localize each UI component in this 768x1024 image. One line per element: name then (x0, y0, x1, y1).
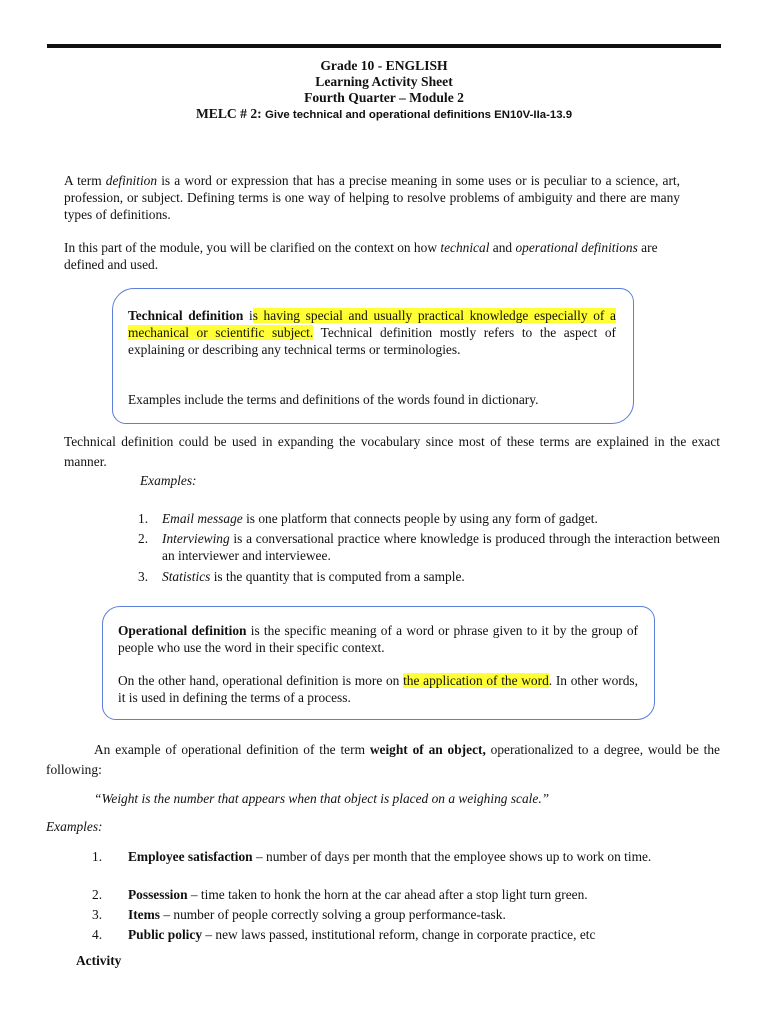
operational-highlight: the application of the word (403, 673, 549, 688)
weight-quote: “Weight is the number that appears when that object is placed on a weighing scale.” (94, 791, 550, 806)
technical-after-paragraph: Technical definition could be used in expanding the vocabulary since most of these terms are explained in the exact manner. (64, 434, 720, 469)
list-item-text: Interviewing is a conversational practice where knowledge is produced through the interaction between an interviewer and interviewee. (162, 531, 720, 563)
doc-title: Grade 10 - ENGLISH (320, 58, 448, 73)
operational-term: Operational definition (118, 623, 247, 638)
list-item: 4. (92, 927, 103, 942)
technical-highlight: s having special and usually practical knowledge especially of a mechanical or scientific subject. (128, 308, 616, 340)
document-header (0, 58, 768, 123)
technical-definition-text: Technical definition is having special and usually practical knowledge especially of a mechanical or scientific subject. Technical definition mostly refers to the aspect of explaining or describing any technical terms or terminologies. (128, 308, 617, 357)
intro-paragraph-2: In this part of the module, you will be clarified on the context on how technical and operational definitions are defined and used. (64, 240, 658, 272)
top-rule (47, 44, 721, 48)
list-item-text: Statistics is the quantity that is computed from a sample. (162, 569, 465, 584)
list-item-text: Employee satisfaction – number of days per month that the employee shows up to work on time. (128, 849, 652, 864)
list-item-text: Public policy – new laws passed, institutional reform, change in corporate practice, etc (128, 927, 596, 942)
list-item: 1. (92, 849, 103, 864)
list-item: 2. (138, 531, 149, 546)
operational-application-text: On the other hand, operational definition is more on the application of the word. In other words, it is used in defining the terms of a process. (118, 673, 638, 705)
list-item-text: Items – number of people correctly solving a group performance-task. (128, 907, 506, 922)
melc-label: MELC # 2: (195, 106, 262, 121)
list-item: 2. (92, 887, 103, 902)
technical-term: Technical definition (128, 308, 244, 323)
melc-text: Give technical and operational definitions EN10V-IIa-13.9 (265, 109, 573, 121)
doc-quarter: Fourth Quarter – Module 2 (304, 90, 464, 105)
technical-examples-note: Examples include the terms and definitions of the words found in dictionary. (128, 392, 539, 407)
examples-label-2: Examples: (46, 819, 103, 834)
operational-example-paragraph: An example of operational definition of the term weight of an object, operationalized to a degree, would be the following: (46, 742, 720, 777)
list-item: 3. (138, 569, 149, 584)
intro-paragraph-1: A term definition is a word or expression that has a precise meaning in some uses or is peculiar to a science, art, profession, or subject. Defining terms is one way of helping to resolve problems of ambiguity and there are many types of definitions. (64, 173, 680, 222)
list-item: 3. (92, 907, 103, 922)
operational-definition-text: Operational definition is the specific meaning of a word or phrase given to it by the group of people who use the word in their specific context. (118, 623, 638, 655)
list-item-text: Email message is one platform that connects people by using any form of gadget. (162, 511, 598, 526)
examples-label-1: Examples: (140, 473, 197, 488)
activity-heading: Activity (76, 953, 122, 968)
list-item-text: Possession – time taken to honk the horn at the car ahead after a stop light turn green. (128, 887, 588, 902)
melc-line (0, 106, 768, 123)
doc-subtitle: Learning Activity Sheet (315, 74, 453, 89)
list-item: 1. (138, 511, 149, 526)
